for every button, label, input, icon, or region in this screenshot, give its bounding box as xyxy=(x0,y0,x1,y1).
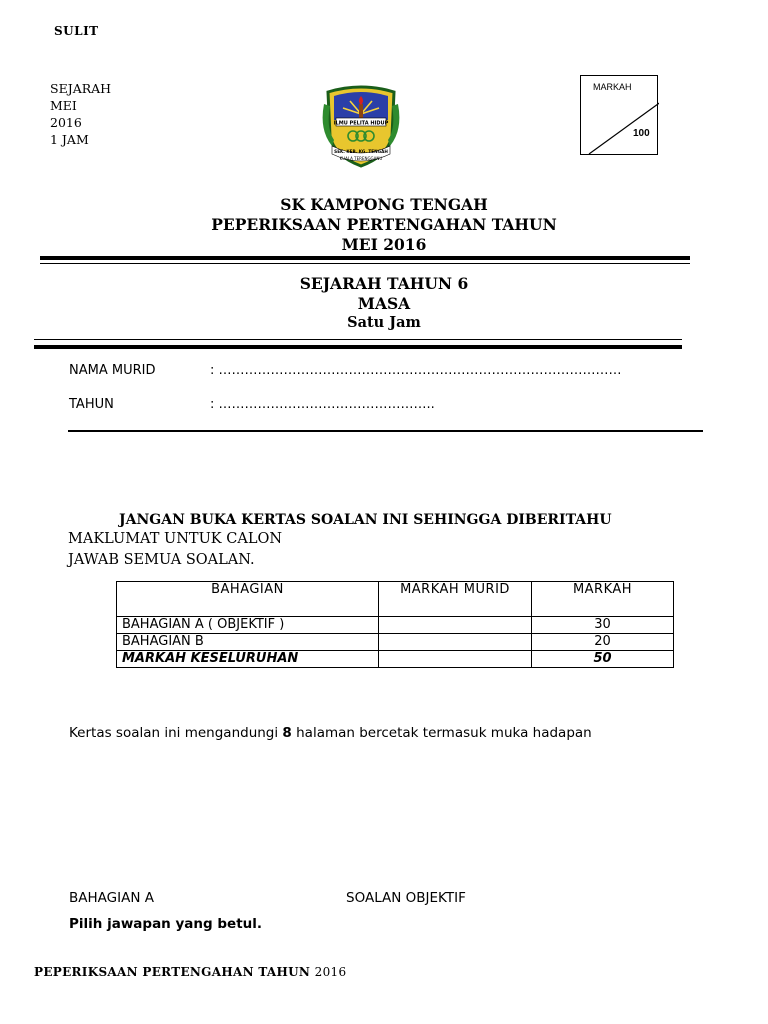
section-a-label: BAHAGIAN A xyxy=(69,890,154,906)
paper-divider-thin xyxy=(34,339,682,340)
row-student-mark[interactable] xyxy=(379,634,532,651)
header-bahagian: BAHAGIAN xyxy=(117,582,379,617)
row-student-mark[interactable] xyxy=(379,617,532,634)
paper-time-label: MASA xyxy=(357,294,411,313)
total-max-mark: 50 xyxy=(532,651,674,668)
student-year-field[interactable]: : ………………………………………….. xyxy=(210,397,435,412)
header-markah: MARKAH xyxy=(532,582,674,617)
table-row xyxy=(117,634,674,651)
row-max-mark: 20 xyxy=(532,634,674,651)
school-name: SK KAMPONG TENGAH xyxy=(280,195,488,214)
student-year-label: TAHUN xyxy=(69,397,114,412)
logo-ring-text: SEK. KEB. KG. TENGAH xyxy=(334,149,388,154)
pages-note-prefix: Kertas soalan ini mengandungi xyxy=(69,725,283,741)
paper-meta xyxy=(50,80,111,148)
fields-divider xyxy=(68,430,703,432)
exam-year: 2016 xyxy=(50,115,82,130)
pages-count: 8 xyxy=(282,725,292,741)
paper-subject-year: SEJARAH TAHUN 6 xyxy=(299,274,469,293)
row-section: BAHAGIAN A ( OBJEKTIF ) xyxy=(117,617,379,634)
table-total-row xyxy=(117,651,674,668)
mark-box-label: MARKAH xyxy=(593,82,632,92)
exam-date: MEI 2016 xyxy=(341,235,427,254)
section-a-instruction: Pilih jawapan yang betul. xyxy=(69,916,263,932)
header-divider-thick xyxy=(40,256,690,260)
school-logo xyxy=(318,84,404,170)
subject-code: SEJARAH xyxy=(50,81,112,96)
paper-time-value: Satu Jam xyxy=(347,314,421,331)
row-section: BAHAGIAN B xyxy=(117,634,379,651)
logo-location: KUALA TERENGGANU xyxy=(339,156,383,161)
pages-note xyxy=(69,725,592,741)
pages-note-suffix: halaman bercetak termasuk muka hadapan xyxy=(291,725,592,741)
row-max-mark: 30 xyxy=(532,617,674,634)
total-mark-box xyxy=(580,75,658,155)
exam-month: MEI xyxy=(50,98,77,113)
student-name-label: NAMA MURID xyxy=(69,363,156,378)
mark-table xyxy=(116,581,674,668)
mark-box-total: 100 xyxy=(633,128,650,139)
student-name-field[interactable]: : ………………………………………………………………………………… xyxy=(210,363,622,378)
page-footer xyxy=(34,965,346,979)
school-crest-icon xyxy=(318,84,404,170)
candidate-info-title: MAKLUMAT UNTUK CALON xyxy=(68,531,283,547)
header-markah-murid: MARKAH MURID xyxy=(379,582,532,617)
paper-divider-thick xyxy=(34,345,682,349)
classification-label: SULIT xyxy=(54,24,99,38)
exam-title: PEPERIKSAAN PERTENGAHAN TAHUN xyxy=(211,215,557,234)
footer-year: 2016 xyxy=(314,965,347,979)
table-row xyxy=(117,617,674,634)
warning-text: JANGAN BUKA KERTAS SOALAN INI SEHINGGA DIBERITAHU xyxy=(119,512,612,528)
header-divider-thin xyxy=(40,263,690,264)
footer-exam: PEPERIKSAAN PERTENGAHAN TAHUN xyxy=(34,965,311,979)
answer-all-instruction: JAWAB SEMUA SOALAN. xyxy=(68,552,255,568)
section-a-type: SOALAN OBJEKTIF xyxy=(346,890,466,906)
exam-duration: 1 JAM xyxy=(50,132,89,147)
total-student-mark[interactable] xyxy=(379,651,532,668)
logo-motto: ILMU PELITA HIDUP xyxy=(333,120,389,127)
total-label: MARKAH KESELURUHAN xyxy=(117,651,379,668)
mark-table-header xyxy=(117,582,674,617)
